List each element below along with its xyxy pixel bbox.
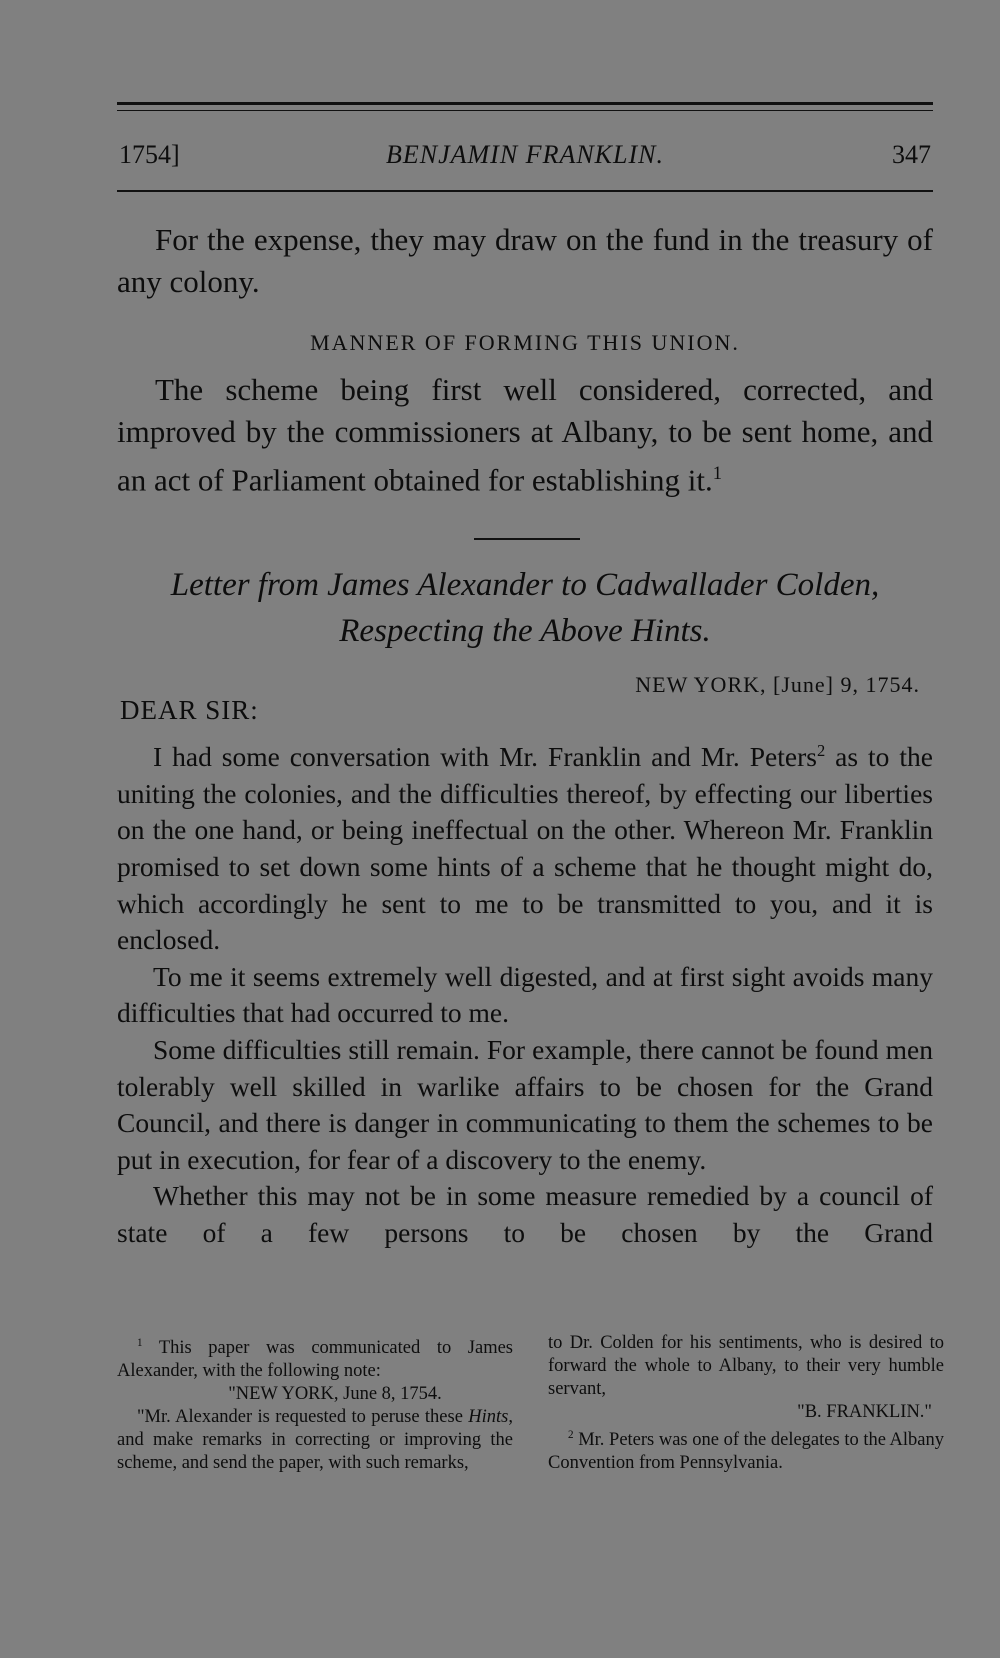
page-number: 347	[892, 140, 931, 169]
footnote-1-date: "NEW YORK, June 8, 1754.	[228, 1384, 442, 1405]
letter-heading	[117, 562, 933, 654]
running-head	[117, 140, 933, 180]
header-rule	[117, 190, 933, 192]
footnote-1-continuation: to Dr. Colden for his sentiments, who is desired to forward the whole to Albany, to their very humble servant,	[548, 1333, 944, 1399]
header-year: 1754]	[119, 140, 180, 169]
letter-paragraph: Whether this may not be in some measure remedied by a council of state of a few persons to be chosen by the Grand	[117, 1180, 933, 1248]
header-title: BENJAMIN FRANKLIN.	[386, 140, 664, 169]
letter-body	[117, 733, 933, 1251]
footnote-1-quote: "Mr. Alexander is requested to peruse these Hints, and make remarks in correcting or improving the scheme, and send the paper, with such remarks,	[117, 1407, 513, 1474]
letter-paragraph: I had some conversation with Mr. Franklin and Mr. Peters$^2$ as to the uniting the colonies, and the difficulties thereof, by effecting our liberties on the one hand, or being ineffectual on the other. Whereon Mr. Franklin promised to set down some hints of a scheme that he thought might do, which accordingly he sent to me to be transmitted to you, and it is enclosed.	[117, 741, 933, 956]
letter-paragraph: To me it seems extremely well digested, and at first sight avoids many difficulties that had occurred to me.	[117, 960, 933, 1029]
footnote-column-left	[117, 1332, 513, 1475]
top-rule-thin	[117, 110, 933, 111]
footnote-marker-2: 2	[816, 741, 826, 760]
letter-heading-line1: Letter from James Alexander to Cadwallader Colden,	[170, 567, 880, 603]
section-heading: MANNER OF FORMING THIS UNION.	[310, 330, 740, 355]
letter-paragraph: Some difficulties still remain. For example, there cannot be found men tolerably well skilled in warlike affairs to be chosen for the Grand Council, and there is danger in communicating to them the schemes to be put in execution, for fear of a discovery to the enemy.	[117, 1033, 933, 1175]
footnote-2: $^2$ Mr. Peters was one of the delegates to the Albany Convention from Pennsylvania.	[548, 1429, 945, 1474]
hints-italic: Hints	[468, 1407, 509, 1428]
dateline: NEW YORK, [June] 9, 1754.	[635, 672, 920, 697]
top-rule-thick	[117, 102, 933, 105]
footnote-marker-1: 1	[712, 463, 723, 484]
footnote-1-intro: $^1$ This paper was communicated to James Alexander, with the following note:	[117, 1337, 514, 1382]
opening-paragraph: For the expense, they may draw on the fund in the treasury of any colony.	[117, 222, 933, 299]
letter-heading-line2: Respecting the Above Hints.	[339, 613, 711, 649]
footnote-column-right	[548, 1332, 944, 1475]
salutation: DEAR SIR:	[120, 695, 259, 725]
section-divider	[474, 538, 580, 540]
section-paragraph	[117, 369, 933, 501]
section-text: The scheme being first well considered, corrected, and improved by the commissioners at Albany, to be sent home, and an act of Parliament obtained for establishing it.	[117, 372, 933, 498]
footnote-1-signature: "B. FRANKLIN."	[797, 1402, 932, 1422]
